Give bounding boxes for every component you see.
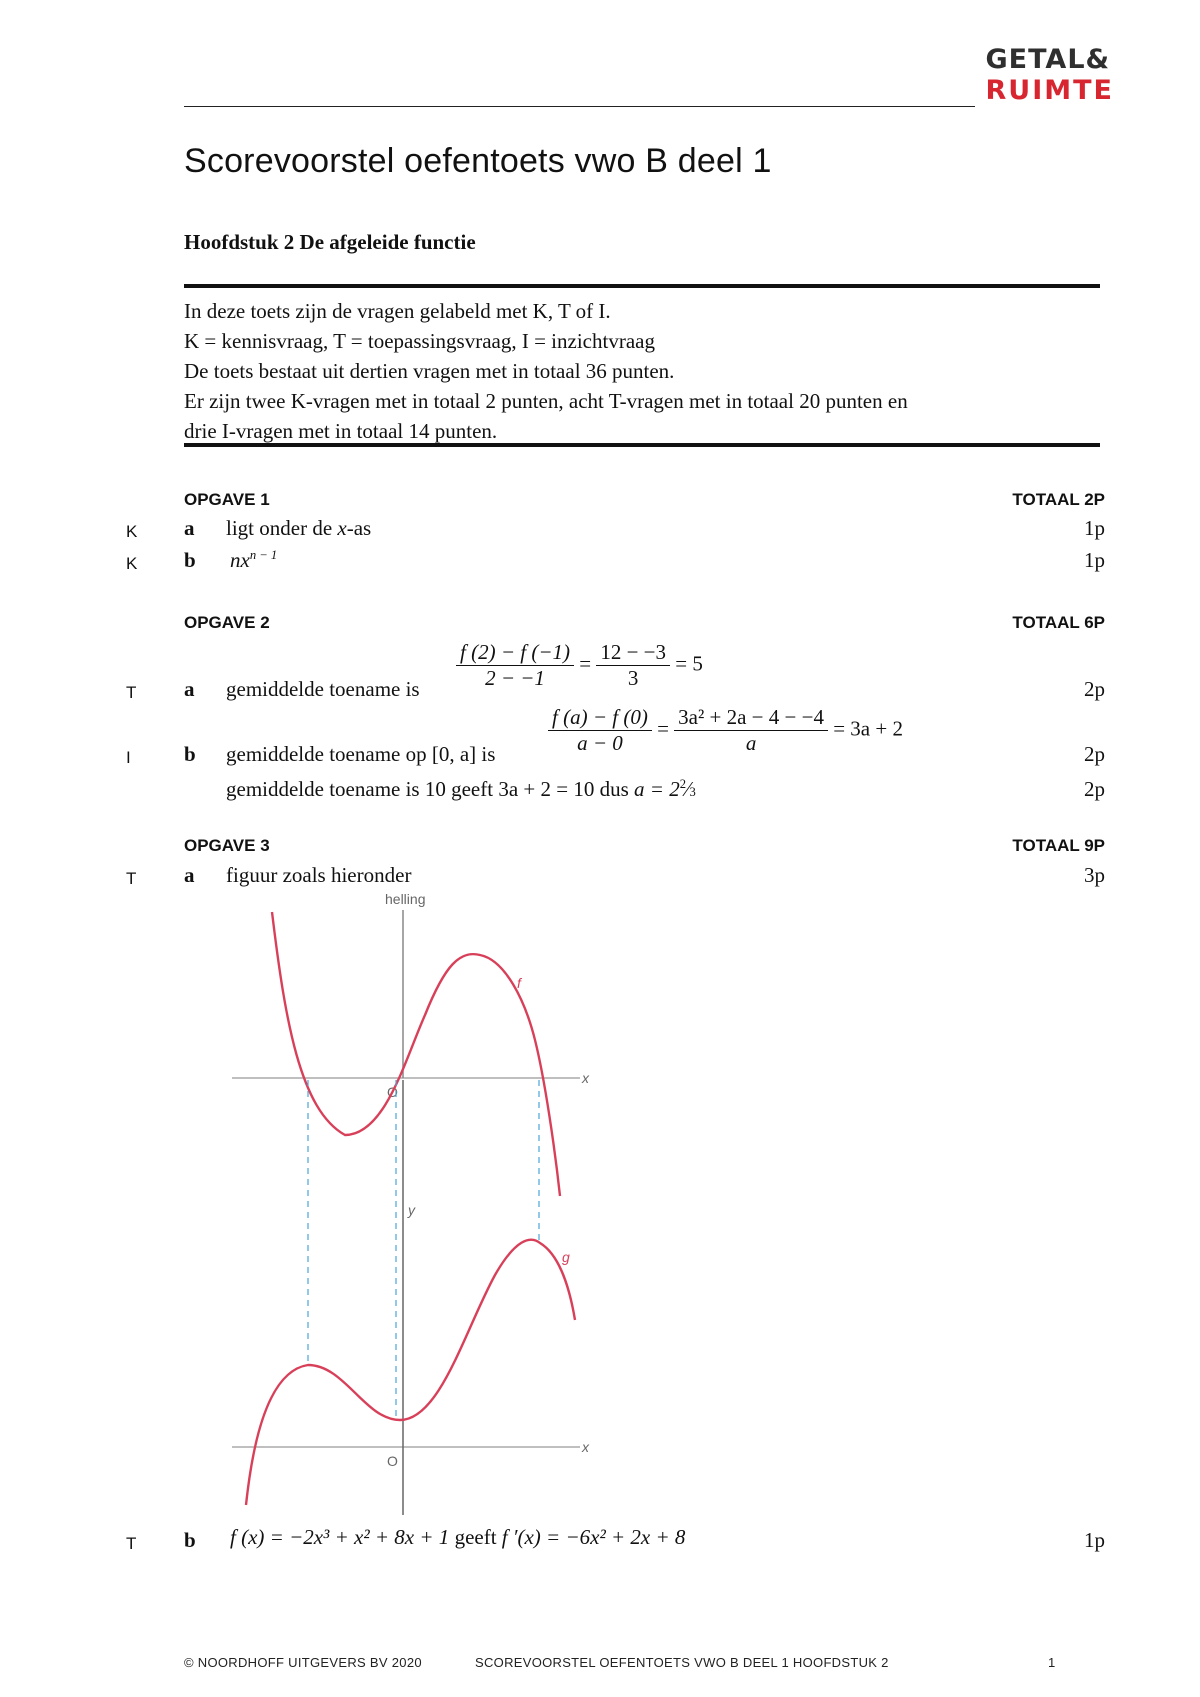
y-axis-label-bottom: y xyxy=(408,1202,415,1218)
result: = 3a + 2 xyxy=(833,716,903,741)
denominator: 2 − −1 xyxy=(485,666,545,690)
equation: f ′(x) = −6x² + 2x + 8 xyxy=(501,1525,686,1549)
numerator: f (2) − f (−1) xyxy=(456,640,574,666)
origin-label-bottom: O xyxy=(387,1453,398,1469)
fraction-numerator: 2 xyxy=(679,777,686,791)
answer-2b-text: gemiddelde toename op [0, a] is xyxy=(226,742,496,766)
points: 1p xyxy=(1084,1528,1105,1552)
equation: 3a + 2 = 10 xyxy=(498,777,595,801)
opgave-2-total: TOTAAL 6P xyxy=(1012,613,1105,632)
answer-text: geeft xyxy=(454,1525,497,1549)
answer-2b-step: gemiddelde toename is 10 geeft 3a + 2 = 10 dus $a = 2^2⁄3$ xyxy=(226,777,696,801)
question-category: K xyxy=(126,522,138,541)
opgave-1-total: TOTAAL 2P xyxy=(1012,490,1105,509)
denominator: a − 0 xyxy=(577,731,623,755)
points: 2p xyxy=(1084,742,1105,766)
intro-line: In deze toets zijn de vragen gelabeld met K, T of I. xyxy=(184,299,611,323)
question-label: a xyxy=(184,677,195,701)
denominator: 3 xyxy=(627,666,639,690)
opgave-2-title: OPGAVE 2 xyxy=(184,613,270,632)
answer-text: ligt onder de xyxy=(226,516,338,540)
x-axis-label-top: x xyxy=(582,1070,589,1086)
numerator: 3a² + 2a − 4 − −4 xyxy=(674,705,828,731)
question-category: K xyxy=(126,554,138,573)
page-title: Scorevoorstel oefentoets vwo B deel 1 xyxy=(184,142,772,180)
curve-f xyxy=(272,912,560,1196)
question-category: T xyxy=(126,869,137,888)
curve-f-label: f xyxy=(517,975,521,991)
chapter-heading: Hoofdstuk 2 De afgeleide functie xyxy=(184,230,476,254)
intro-line: De toets bestaat uit dertien vragen met in totaal 36 punten. xyxy=(184,359,675,383)
question-category: I xyxy=(126,748,131,767)
answer-text: gemiddelde toename is 10 geeft xyxy=(226,777,494,801)
points: 3p xyxy=(1084,863,1105,887)
curve-g-label: g xyxy=(562,1249,570,1265)
origin-label-top: O xyxy=(387,1084,398,1100)
denominator: a xyxy=(745,731,757,755)
curve-g xyxy=(246,1240,575,1505)
logo-line-2: RUIMTE xyxy=(985,75,1114,106)
answer-3a: figuur zoals hieronder xyxy=(226,863,412,887)
equals: = xyxy=(657,716,669,741)
equals: = xyxy=(579,651,592,676)
fraction-denominator: 3 xyxy=(689,785,696,799)
intro-line: drie I-vragen met in totaal 14 punten. xyxy=(184,419,498,443)
x-axis-label-bottom: x xyxy=(582,1439,589,1455)
intro-line: Er zijn twee K-vragen met in totaal 2 punten, acht T-vragen met in totaal 20 punten en xyxy=(184,389,908,413)
footer-copyright: © NOORDHOFF UITGEVERS BV 2020 xyxy=(184,1655,422,1670)
math-base: nx xyxy=(230,548,250,572)
question-label: b xyxy=(184,742,196,766)
opgave-1-title: OPGAVE 1 xyxy=(184,490,270,509)
question-label: a xyxy=(184,516,195,540)
math-exponent: n − 1 xyxy=(249,548,278,562)
numerator: f (a) − f (0) xyxy=(548,705,652,731)
answer-text: dus xyxy=(599,777,629,801)
points: 2p xyxy=(1084,777,1105,801)
footer-document-title: SCOREVOORSTEL OEFENTOETS VWO B DEEL 1 HOOFDSTUK 2 xyxy=(475,1655,889,1670)
points: 1p xyxy=(1084,548,1105,572)
answer-text: -as xyxy=(346,516,372,540)
numerator: 12 − −3 xyxy=(596,640,670,666)
question-label: b xyxy=(184,548,196,572)
equation: f (x) = −2x³ + x² + 8x + 1 xyxy=(230,1525,450,1549)
points: 2p xyxy=(1084,677,1105,701)
result: = 5 xyxy=(675,651,703,676)
page-number: 1 xyxy=(1048,1655,1056,1670)
opgave-3-title: OPGAVE 3 xyxy=(184,836,270,855)
question-category: T xyxy=(126,683,137,702)
math-var: x xyxy=(337,516,347,540)
intro-line: K = kennisvraag, T = toepassingsvraag, I = inzichtvraag xyxy=(184,329,655,353)
points: 1p xyxy=(1084,516,1105,540)
question-label: a xyxy=(184,863,195,887)
answer-2a-text: gemiddelde toename is xyxy=(226,677,420,701)
question-label: b xyxy=(184,1528,196,1552)
y-axis-label-top: helling xyxy=(385,891,426,907)
opgave-3-total: TOTAAL 9P xyxy=(1012,836,1105,855)
logo-line-1: GETAL& xyxy=(985,44,1111,75)
answer-3b xyxy=(230,1525,685,1550)
solution: a = 2 xyxy=(634,777,680,801)
question-category: T xyxy=(126,1534,137,1553)
